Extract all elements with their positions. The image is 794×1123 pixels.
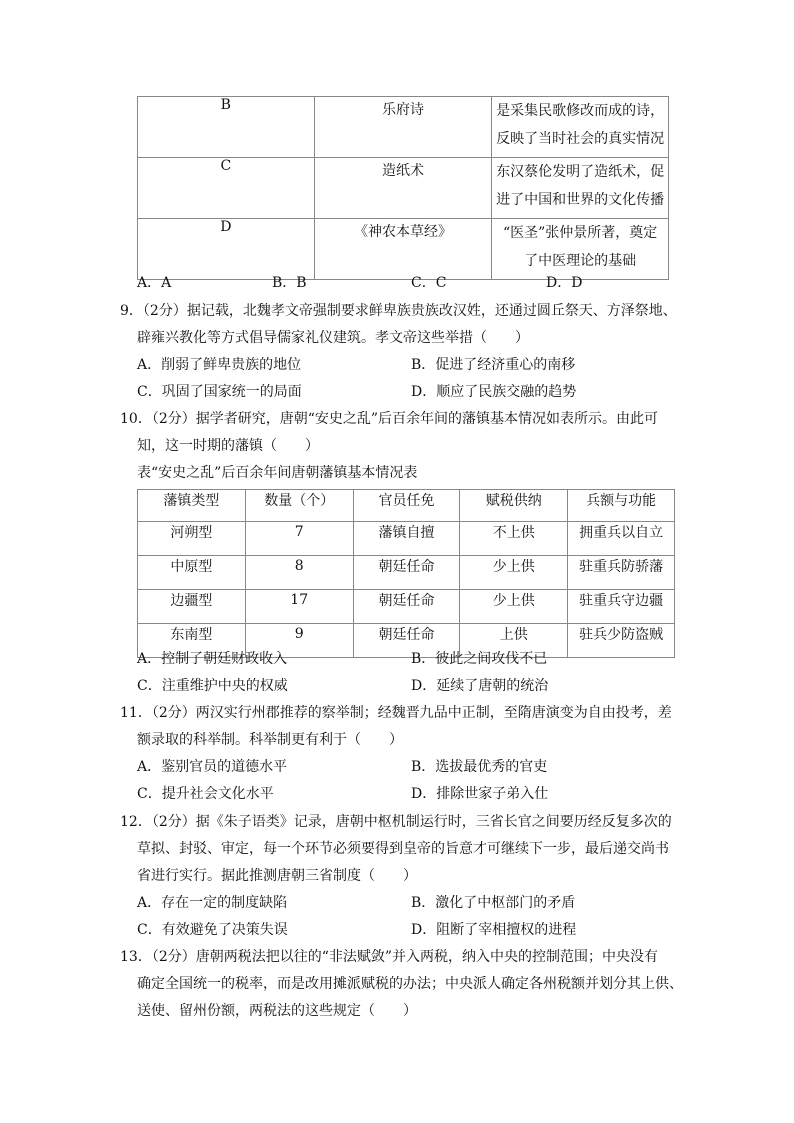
table-cell: B (138, 97, 315, 158)
cell-line: 反映了当时社会的真实情况 (496, 131, 665, 147)
table-cell: 上供 (460, 624, 568, 658)
option-b[interactable]: B．激化了中枢部门的矛盾 (411, 895, 576, 911)
table-cell: 驻兵少防盗贼 (568, 624, 675, 658)
option-a[interactable]: A．存在一定的制度缺陷 (137, 895, 288, 911)
question-13-text: 13．（2分）唐朝两税法把以往的“非法赋敛”并入两税，纳入中央的控制范围；中央没有 (120, 949, 659, 965)
option-c[interactable]: C．提升社会文化水平 (137, 786, 274, 802)
table-cell: 17 (245, 590, 353, 624)
table-cell: 驻重兵防骄藩 (568, 556, 675, 590)
option-c[interactable]: C．有效避免了决策失误 (137, 922, 288, 938)
question-10-text: 知，这一时期的藩镇（ ） (137, 438, 319, 454)
question-11-text: 11．（2分）两汉实行州郡推荐的察举制；经魏晋九品中正制，至隋唐演变为自由投考，差 (120, 705, 672, 721)
option-a[interactable]: A．鉴别官员的道德水平 (137, 759, 288, 775)
option-d[interactable]: D．阻断了宰相擅权的进程 (411, 922, 577, 938)
table-cell: 中原型 (138, 556, 246, 590)
table-cell: 少上供 (460, 590, 568, 624)
table-cell: 驻重兵守边疆 (568, 590, 675, 624)
cell-line: 东汉蔡伦发明了造纸术，促 (496, 164, 665, 180)
table-cell (492, 97, 669, 158)
question-12-text: 12．（2分）据《朱子语类》记录，唐朝中枢机制运行时，三省长官之间要历经反复多次的 (120, 814, 672, 830)
table-row (138, 556, 675, 590)
table-cell (492, 219, 669, 280)
question-11-text: 额录取的科举制。科举制更有利于（ ） (137, 732, 403, 748)
table-cell: 朝廷任命 (353, 556, 460, 590)
fanzhen-table (137, 489, 675, 658)
cell-line: “医圣”张仲景所著，奠定 (502, 225, 658, 241)
column-header: 兵额与功能 (568, 490, 675, 522)
question-10-text: 10．（2分）据学者研究，唐朝“安史之乱”后百余年间的藩镇基本情况如表所示。由此可 (120, 411, 659, 427)
question-12-text: 草拟、封驳、审定，每一个环节必须要得到皇帝的旨意才可继续下一步，最后递交尚书 (137, 841, 669, 857)
table-cell: 少上供 (460, 556, 568, 590)
option-a[interactable]: A．控制了朝廷财政收入 (137, 651, 288, 667)
invention-table (137, 96, 669, 280)
cell-line: 是采集民歌修改而成的诗， (496, 103, 665, 119)
table-cell: 边疆型 (138, 590, 246, 624)
option-b[interactable]: B．选拔最优秀的官吏 (411, 759, 548, 775)
question-9-text: 辟雍兴教化等方式倡导儒家礼仪建筑。孝文帝这些举措（ ） (137, 330, 529, 346)
option-b[interactable]: B．促进了经济重心的南移 (411, 357, 576, 373)
option-d[interactable]: D．顺应了民族交融的趋势 (411, 384, 577, 400)
table-row (138, 158, 669, 219)
column-header: 数量（个） (245, 490, 353, 522)
table-row (138, 97, 669, 158)
table-cell: 朝廷任命 (353, 624, 460, 658)
option-c[interactable]: C．C (411, 275, 447, 291)
option-b[interactable]: B．B (272, 275, 307, 291)
table-cell: 乐府诗 (314, 97, 492, 158)
table-cell: C (138, 158, 315, 219)
question-12-text: 省进行实行。据此推测唐朝三省制度（ ） (137, 868, 417, 884)
option-d[interactable]: D．延续了唐朝的统治 (411, 678, 549, 694)
table-row (138, 522, 675, 556)
table-cell: 9 (245, 624, 353, 658)
option-c[interactable]: C．注重维护中央的权威 (137, 678, 288, 694)
table-cell: 不上供 (460, 522, 568, 556)
option-a[interactable]: A．A (137, 275, 172, 291)
table-cell: 《神农本草经》 (314, 219, 492, 280)
cell-line: 了中医理论的基础 (524, 253, 637, 269)
table-cell: 造纸术 (314, 158, 492, 219)
table-header-row (138, 490, 675, 522)
option-b[interactable]: B．彼此之间攻伐不已 (411, 651, 548, 667)
option-a[interactable]: A．削弱了鲜卑贵族的地位 (137, 357, 302, 373)
table-cell: 8 (245, 556, 353, 590)
table-cell: 7 (245, 522, 353, 556)
table-row (138, 590, 675, 624)
column-header: 官员任免 (353, 490, 460, 522)
table-cell: 拥重兵以自立 (568, 522, 675, 556)
table-row (138, 219, 669, 280)
table-cell: 朝廷任命 (353, 590, 460, 624)
question-13-text: 确定全国统一的税率，而是改用摊派赋税的办法；中央派人确定各州税额并划分其上供、 (137, 976, 683, 992)
question-13-text: 送使、留州份额，两税法的这些规定（ ） (137, 1003, 417, 1019)
option-d[interactable]: D．D (546, 275, 583, 291)
table-cell: 东南型 (138, 624, 246, 658)
table-cell (492, 158, 669, 219)
table-caption: 表“安史之乱”后百余年间唐朝藩镇基本情况表 (137, 465, 418, 481)
cell-line: 进了中国和世界的文化传播 (496, 192, 665, 208)
question-9-text: 9．（2分）据记载，北魏孝文帝强制要求鲜卑族贵族改汉姓，还通过圆丘祭天、方泽祭地、 (120, 303, 677, 319)
table-cell: 藩镇自擅 (353, 522, 460, 556)
table-cell: D (138, 219, 315, 280)
column-header: 赋税供纳 (460, 490, 568, 522)
option-d[interactable]: D．排除世家子弟入仕 (411, 786, 549, 802)
column-header: 藩镇类型 (138, 490, 246, 522)
table-cell: 河朔型 (138, 522, 246, 556)
option-c[interactable]: C．巩固了国家统一的局面 (137, 384, 302, 400)
